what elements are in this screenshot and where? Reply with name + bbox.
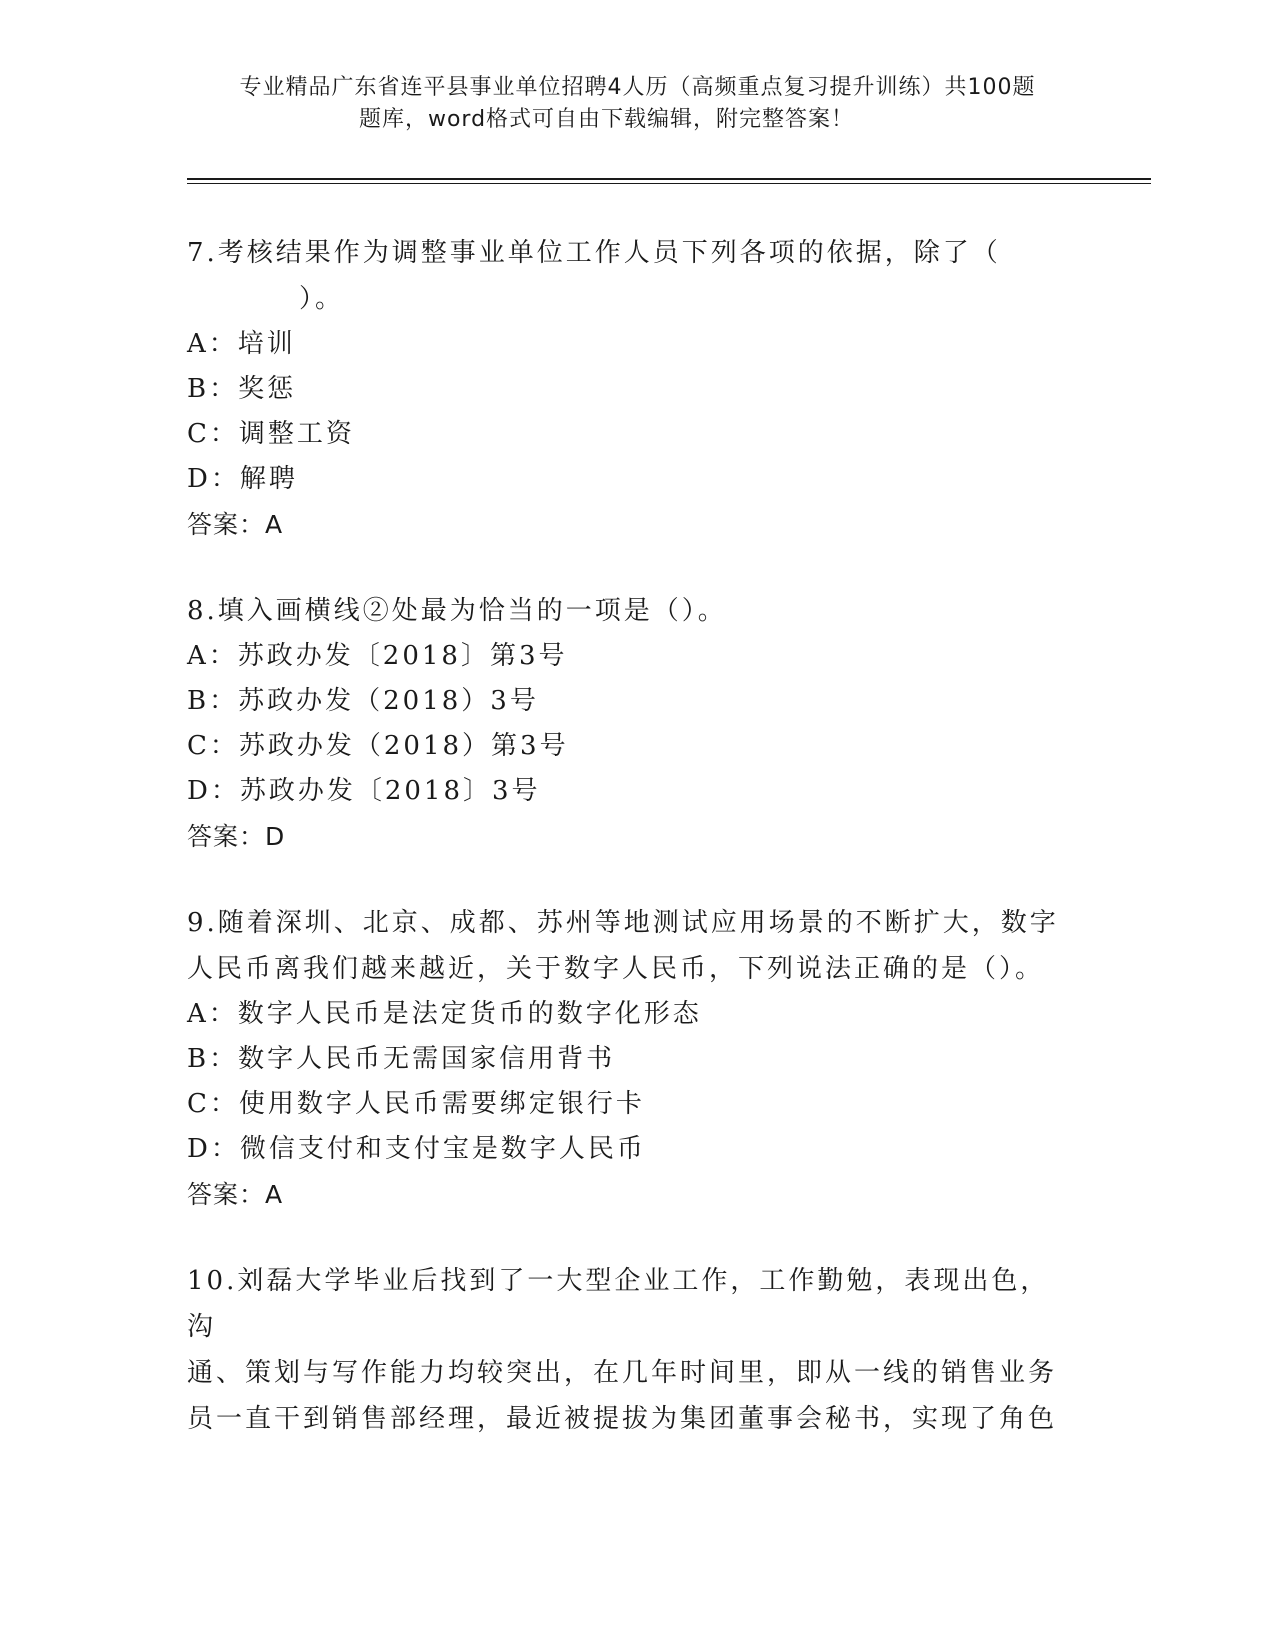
question-stem-line: 通、策划与写作能力均较突出，在几年时间里，即从一线的销售业务 <box>187 1358 1058 1388</box>
question-stem-line: 人民币离我们越来越近，关于数字人民币，下列说法正确的是（）。 <box>187 954 1045 984</box>
question-stem-line: 员一直干到销售部经理，最近被提拔为集团董事会秘书，实现了角色 <box>187 1404 1058 1434</box>
option-b: B：奖惩 <box>187 374 297 404</box>
title-line-1: 专业精品广东省连平县事业单位招聘4人历（高频重点复习提升训练）共100题 <box>239 75 1036 100</box>
option-a: A：数字人民币是法定货币的数字化形态 <box>187 999 702 1029</box>
question-stem-continuation: ）。 <box>299 284 345 314</box>
question-8 <box>187 588 1077 860</box>
question-9 <box>187 900 1077 1218</box>
option-d: D：解聘 <box>187 464 298 494</box>
question-stem: 8.填入画横线②处最为恰当的一项是（）。 <box>187 596 727 626</box>
answer: 答案：D <box>187 822 286 851</box>
question-stem-line: 9.随着深圳、北京、成都、苏州等地测试应用场景的不断扩大，数字 <box>187 908 1059 938</box>
option-a: A：培训 <box>187 329 296 359</box>
option-c: C：苏政办发（2018）第3号 <box>187 731 569 761</box>
header-rule-thick <box>187 178 1151 180</box>
title-line-2: 题库，word格式可自由下载编辑，附完整答案！ <box>358 107 855 132</box>
question-stem-line: 10.刘磊大学毕业后找到了一大型企业工作，工作勤勉，表现出色，沟 <box>187 1266 1050 1342</box>
question-list <box>187 230 1077 1482</box>
option-b: B：数字人民币无需国家信用背书 <box>187 1044 616 1074</box>
question-10 <box>187 1258 1077 1442</box>
option-c: C：使用数字人民币需要绑定银行卡 <box>187 1089 645 1119</box>
question-7 <box>187 230 1077 548</box>
option-d: D：苏政办发〔2018〕3号 <box>187 776 541 806</box>
question-stem: 7.考核结果作为调整事业单位工作人员下列各项的依据，除了（ <box>187 238 1001 268</box>
header-rule-thin <box>187 183 1151 184</box>
answer: 答案：A <box>187 1180 284 1209</box>
option-d: D：微信支付和支付宝是数字人民币 <box>187 1134 646 1164</box>
document-title <box>0 72 1275 136</box>
option-a: A：苏政办发〔2018〕第3号 <box>187 641 568 671</box>
answer: 答案：A <box>187 510 284 539</box>
option-c: C：调整工资 <box>187 419 355 449</box>
option-b: B：苏政办发（2018）3号 <box>187 686 539 716</box>
